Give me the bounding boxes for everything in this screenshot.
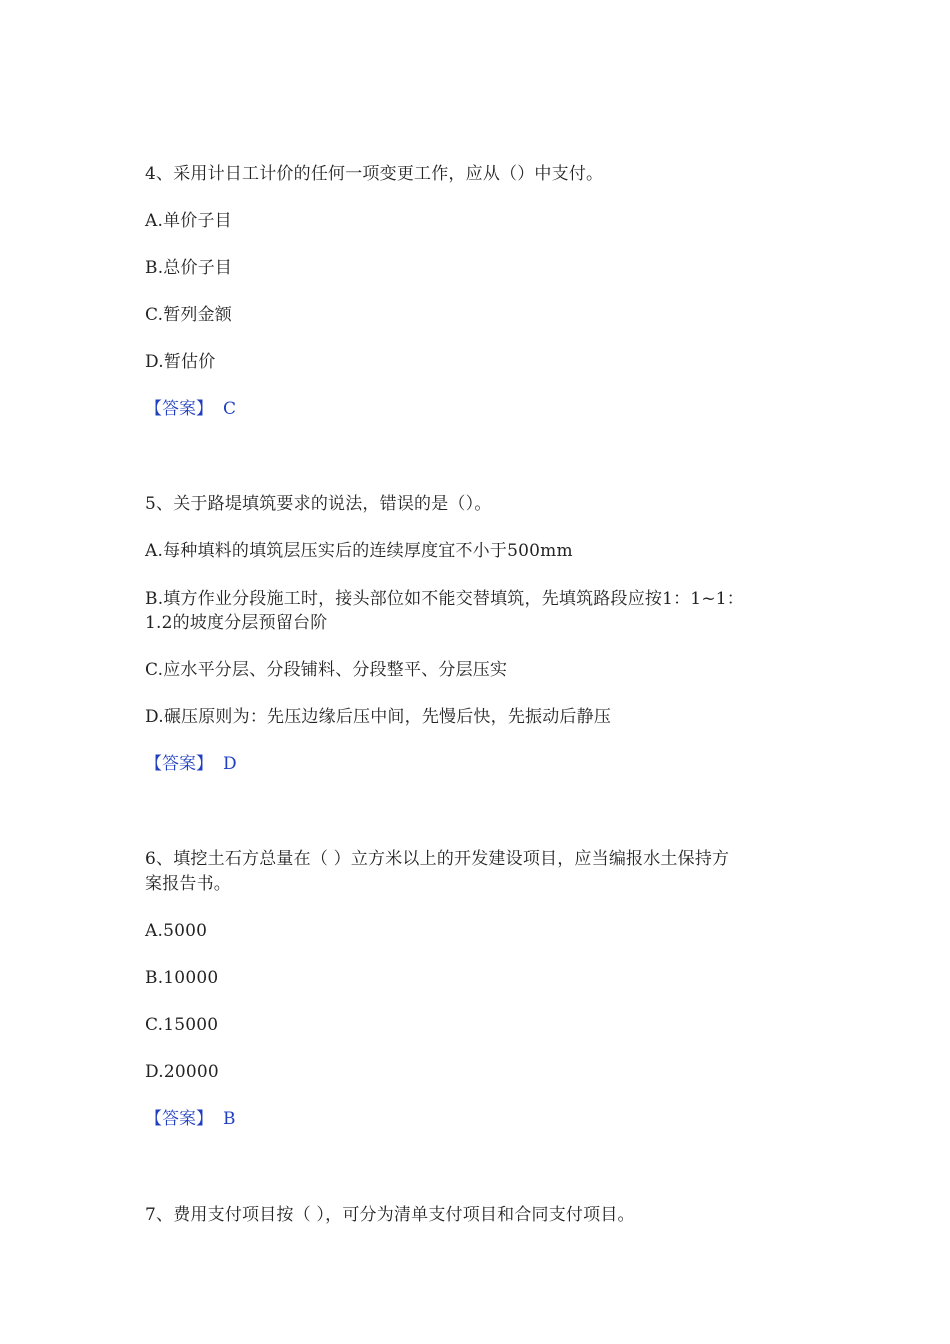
answer-label: 【答案】 [145, 399, 213, 419]
question-5-option-d: D.碾压原则为：先压边缘后压中间，先慢后快，先振动后静压 [145, 707, 612, 727]
question-7-stem: 7、费用支付项目按（ ），可分为清单支付项目和合同支付项目。 [145, 1205, 635, 1225]
question-5-option-c: C.应水平分层、分段铺料、分段整平、分层压实 [145, 660, 508, 680]
question-4-option-a: A.单价子目 [145, 211, 232, 231]
answer-value: C [223, 399, 237, 419]
question-6-option-b: B.10000 [145, 968, 219, 988]
answer-value: B [223, 1109, 236, 1129]
answer-label: 【答案】 [145, 754, 213, 774]
question-5-option-b: B.填方作业分段施工时，接头部位如不能交替填筑，先填筑路段应按1：1~1： [145, 589, 744, 609]
question-5-option-a: A.每种填料的填筑层压实后的连续厚度宜不小于500mm [145, 541, 573, 561]
question-4-option-d: D.暂估价 [145, 352, 216, 372]
question-5-stem: 5、关于路堤填筑要求的说法，错误的是（）。 [145, 494, 492, 514]
question-4-option-c: C.暂列金额 [145, 305, 233, 325]
question-5-option-b-cont: 1.2的坡度分层预留台阶 [145, 613, 328, 633]
question-6-answer [145, 1107, 236, 1131]
answer-value: D [223, 754, 237, 774]
question-6-option-a: A.5000 [145, 921, 208, 941]
question-4-stem: 4、采用计日工计价的任何一项变更工作，应从（）中支付。 [145, 164, 604, 184]
question-4-answer [145, 397, 236, 421]
question-6-option-c: C.15000 [145, 1015, 219, 1035]
question-4-option-b: B.总价子目 [145, 258, 233, 278]
question-6-stem: 6、填挖土石方总量在（ ）立方米以上的开发建设项目，应当编报水土保持方 [145, 849, 730, 869]
question-5-answer [145, 752, 237, 776]
question-6-stem-cont: 案报告书。 [145, 874, 231, 894]
answer-label: 【答案】 [145, 1109, 213, 1129]
question-6-option-d: D.20000 [145, 1062, 219, 1082]
